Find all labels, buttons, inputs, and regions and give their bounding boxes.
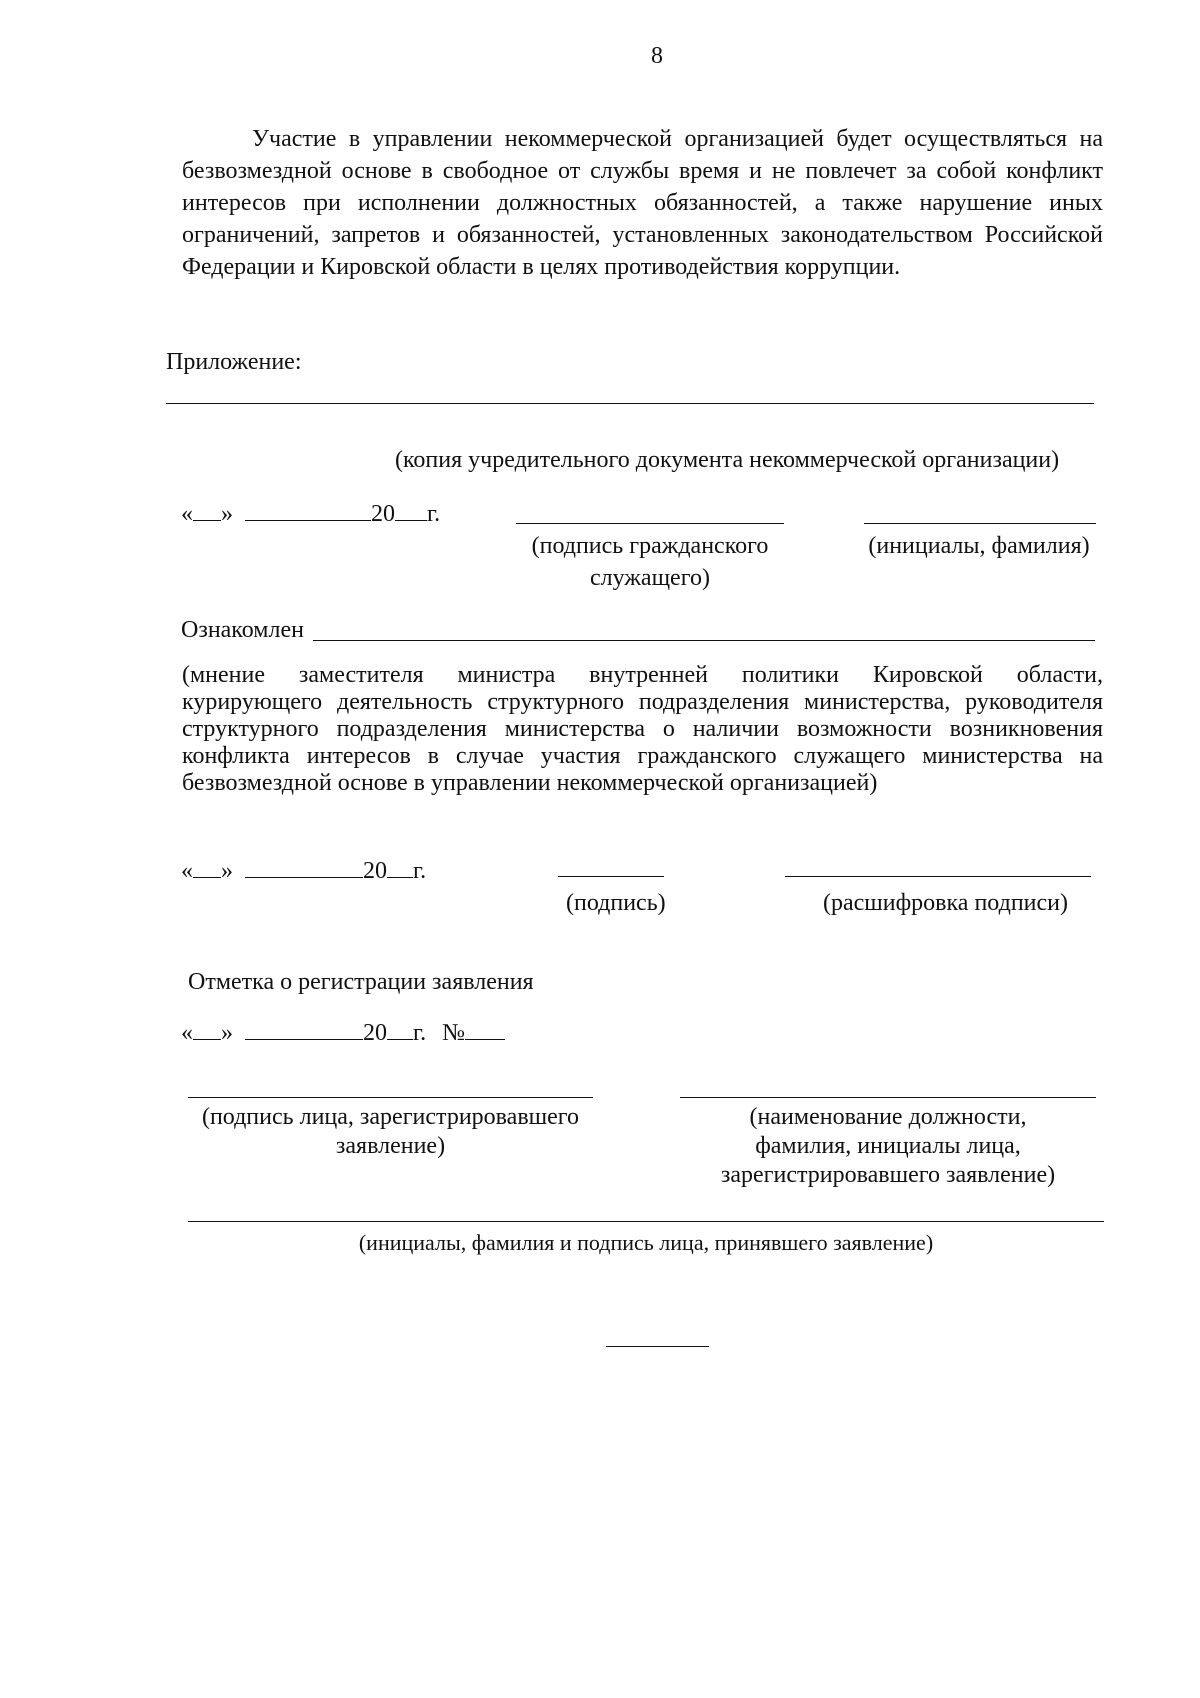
- applicant-name-line: [864, 523, 1096, 524]
- opinion-line: курирующего деятельность структурного подразделения министерства, руководителя: [182, 689, 1103, 715]
- paragraph-line: безвозмездной основе в свободное от службы время и не повлечет за собой конфликт: [182, 158, 1103, 184]
- page-number: 8: [651, 43, 663, 69]
- date-open-quote: «: [181, 858, 193, 884]
- registrar-caption-2: заявление): [335, 1133, 446, 1159]
- paragraph-line: ограничений, запретов и обязанностей, установленных законодательством Российской: [182, 222, 1103, 248]
- attachment-line: [166, 403, 1094, 404]
- paragraph-line: Участие в управлении некоммерческой организацией будет осуществляться на: [252, 126, 1103, 152]
- deputy-signature-caption: (подпись): [566, 890, 666, 916]
- attachment-label: Приложение:: [166, 349, 302, 375]
- attachment-caption: (копия учредительного документа некоммерческой организации): [395, 447, 1060, 473]
- position-caption-3: зарегистрировавшего заявление): [720, 1162, 1056, 1188]
- opinion-line: (мнение заместителя министра внутренней политики Кировской области,: [182, 662, 1103, 688]
- opinion-line: структурного подразделения министерства о наличии возможности возникновения: [182, 716, 1103, 742]
- month-blank: [245, 857, 363, 878]
- number-blank: [465, 1019, 505, 1040]
- registrar-position-line: [680, 1097, 1096, 1098]
- registrar-caption-1: (подпись лица, зарегистрировавшего: [201, 1104, 580, 1130]
- paragraph-line: интересов при исполнении должностных обязанностей, а также нарушение иных: [182, 190, 1103, 216]
- registrar-signature-line: [188, 1097, 593, 1098]
- date-close-quote: »: [221, 501, 233, 527]
- acknowledged-line: [313, 640, 1095, 641]
- receiver-caption: (инициалы, фамилия и подпись лица, принявшего заявление): [358, 1230, 934, 1255]
- position-caption-1: (наименование должности,: [749, 1104, 1027, 1130]
- date-close-quote: »: [221, 858, 233, 884]
- year-prefix: 20: [363, 858, 387, 884]
- position-caption-2: фамилия, инициалы лица,: [755, 1133, 1021, 1159]
- opinion-line: конфликта интересов в случае участия гражданского служащего министерства на: [182, 743, 1103, 769]
- deputy-signature-line: [558, 876, 664, 877]
- registration-date: [181, 1019, 505, 1045]
- year-blank: [395, 500, 427, 521]
- year-suffix: г.: [413, 858, 427, 884]
- deputy-date: [181, 857, 426, 883]
- day-blank: [193, 857, 221, 878]
- applicant-date: [181, 500, 440, 526]
- paragraph-line: Федерации и Кировской области в целях противодействия коррупции.: [182, 254, 901, 280]
- applicant-signature-caption-2: служащего): [590, 565, 710, 591]
- applicant-signature-line: [516, 523, 784, 524]
- registration-label: Отметка о регистрации заявления: [188, 969, 534, 995]
- applicant-signature-caption-1: (подпись гражданского: [531, 533, 769, 559]
- year-blank: [387, 857, 413, 878]
- year-prefix: 20: [371, 501, 395, 527]
- year-blank: [387, 1019, 413, 1040]
- acknowledged-label: Ознакомлен: [181, 617, 304, 643]
- year-suffix: г.: [413, 1020, 427, 1046]
- number-sign: №: [442, 1020, 466, 1046]
- end-separator: [606, 1346, 709, 1347]
- date-close-quote: »: [221, 1020, 233, 1046]
- deputy-decoding-line: [785, 876, 1091, 877]
- day-blank: [193, 500, 221, 521]
- date-open-quote: «: [181, 501, 193, 527]
- month-blank: [245, 500, 371, 521]
- deputy-decoding-caption: (расшифровка подписи): [823, 890, 1068, 916]
- opinion-line: безвозмездной основе в управлении некоммерческой организацией): [182, 770, 878, 796]
- applicant-name-caption: (инициалы, фамилия): [868, 533, 1090, 559]
- date-open-quote: «: [181, 1020, 193, 1046]
- receiver-line: [188, 1221, 1104, 1222]
- day-blank: [193, 1019, 221, 1040]
- month-blank: [245, 1019, 363, 1040]
- year-suffix: г.: [427, 501, 441, 527]
- year-prefix: 20: [363, 1020, 387, 1046]
